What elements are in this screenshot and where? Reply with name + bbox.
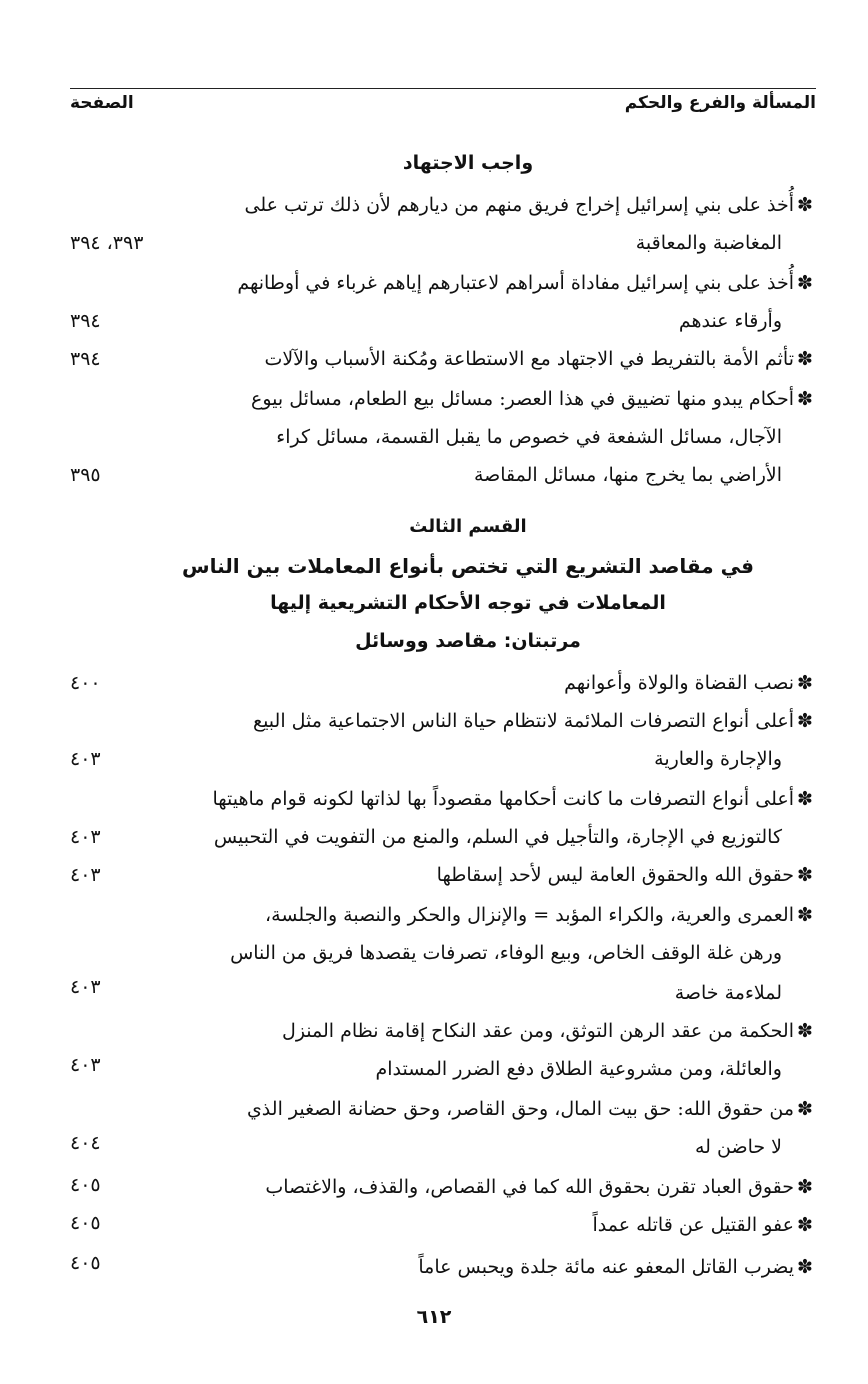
bullet-icon: ✽ bbox=[797, 672, 813, 694]
page-ref: ٣٩٣، ٣٩٤ bbox=[70, 232, 144, 254]
bullet-icon: ✽ bbox=[797, 788, 813, 810]
header-title: المسألة والفرع والحكم bbox=[624, 93, 816, 113]
page-ref: ٤٠٣ bbox=[70, 976, 101, 998]
bullet-icon: ✽ bbox=[797, 1098, 813, 1120]
entry-text: الأراضي بما يخرج منها، مسائل المقاصة bbox=[473, 464, 782, 486]
bullet-icon: ✽ bbox=[797, 904, 813, 926]
page-ref: ٣٩٤ bbox=[70, 348, 101, 370]
page-ref: ٣٩٥ bbox=[70, 464, 101, 486]
bullet-icon: ✽ bbox=[797, 1214, 813, 1236]
entry-text: كالتوزيع في الإجارة، والتأجيل في السلم، والمنع من التفويت في التحبيس bbox=[213, 826, 782, 848]
entry-text: من حقوق الله: حق بيت المال، وحق القاصر، وحق حضانة الصغير الذي bbox=[246, 1098, 794, 1120]
header-rule bbox=[70, 88, 816, 89]
page-ref: ٤٠٣ bbox=[70, 826, 101, 848]
entry-text: أُخذ على بني إسرائيل إخراج فريق منهم من ديارهم لأن ذلك ترتب على bbox=[244, 194, 794, 216]
page-ref: ٤٠٣ bbox=[70, 1054, 101, 1076]
page-ref: ٤٠٥ bbox=[70, 1212, 101, 1234]
entry-text: لملاءمة خاصة bbox=[674, 982, 782, 1004]
header-page-label: الصفحة bbox=[70, 93, 134, 113]
bullet-icon: ✽ bbox=[797, 1256, 813, 1278]
page-ref: ٤٠٠ bbox=[70, 672, 101, 694]
page-ref: ٤٠٥ bbox=[70, 1252, 101, 1274]
bullet-icon: ✽ bbox=[797, 1020, 813, 1042]
entry-text: لا حاضن له bbox=[694, 1136, 782, 1158]
bullet-icon: ✽ bbox=[797, 388, 813, 410]
entry-text: أُخذ على بني إسرائيل مفاداة أسراهم لاعتبارهم إياهم غرباء في أوطانهم bbox=[237, 272, 794, 294]
entry-text: المغاضبة والمعاقبة bbox=[635, 232, 782, 254]
section-heading: واجب الاجتهاد bbox=[402, 152, 534, 174]
bullet-icon: ✽ bbox=[797, 864, 813, 886]
page-ref: ٤٠٤ bbox=[70, 1132, 101, 1154]
entry-text: عفو القتيل عن قاتله عمداً bbox=[592, 1214, 794, 1236]
entry-text: ورهن غلة الوقف الخاص، وبيع الوفاء، تصرفات يقصدها فريق من الناس bbox=[230, 942, 782, 964]
entry-text: أحكام يبدو منها تضييق في هذا العصر: مسائل بيع الطعام، مسائل بيوع bbox=[251, 388, 794, 410]
page-ref: ٤٠٣ bbox=[70, 748, 101, 770]
bullet-icon: ✽ bbox=[797, 194, 813, 216]
bullet-icon: ✽ bbox=[797, 1176, 813, 1198]
page-number: ٦١٢ bbox=[416, 1306, 452, 1328]
bullet-icon: ✽ bbox=[797, 272, 813, 294]
part-subtitle-2: مرتبتان: مقاصد ووسائل bbox=[355, 630, 581, 652]
page-ref: ٤٠٣ bbox=[70, 864, 101, 886]
entry-text: حقوق العباد تقرن بحقوق الله كما في القصاص، والقذف، والاغتصاب bbox=[265, 1176, 794, 1198]
entry-text: يضرب القاتل المعفو عنه مائة جلدة ويحبس عاماً bbox=[418, 1256, 794, 1278]
part-title: في مقاصد التشريع التي تختص بأنواع المعاملات بين الناس bbox=[182, 554, 754, 578]
entry-text: أعلى أنواع التصرفات ما كانت أحكامها مقصوداً بها لذاتها لكونه قوام ماهيتها bbox=[212, 788, 794, 810]
entry-text: الحكمة من عقد الرهن التوثق، ومن عقد النكاح إقامة نظام المنزل bbox=[282, 1020, 794, 1042]
entry-text: والإجارة والعارية bbox=[654, 748, 782, 770]
entry-text: وأرقاء عندهم bbox=[678, 310, 782, 332]
page-ref: ٤٠٥ bbox=[70, 1174, 101, 1196]
page-ref: ٣٩٤ bbox=[70, 310, 101, 332]
part-heading: القسم الثالث bbox=[409, 516, 527, 537]
part-subtitle: المعاملات في توجه الأحكام التشريعية إليها bbox=[270, 592, 666, 614]
entry-text: نصب القضاة والولاة وأعوانهم bbox=[564, 672, 794, 694]
entry-text: حقوق الله والحقوق العامة ليس لأحد إسقاطها bbox=[436, 864, 794, 886]
entry-text: الآجال، مسائل الشفعة في خصوص ما يقبل القسمة، مسائل كراء bbox=[276, 426, 782, 448]
entry-text: والعائلة، ومن مشروعية الطلاق دفع الضرر المستدام bbox=[375, 1058, 782, 1080]
entry-text: تأثم الأمة بالتفريط في الاجتهاد مع الاستطاعة ومُكنة الأسباب والآلات bbox=[264, 348, 794, 370]
bullet-icon: ✽ bbox=[797, 710, 813, 732]
entry-text: أعلى أنواع التصرفات الملائمة لانتظام حياة الناس الاجتماعية مثل البيع bbox=[252, 710, 794, 732]
bullet-icon: ✽ bbox=[797, 348, 813, 370]
entry-text: العمرى والعرية، والكراء المؤبد = والإنزال والحكر والنصبة والجلسة، bbox=[265, 904, 794, 926]
